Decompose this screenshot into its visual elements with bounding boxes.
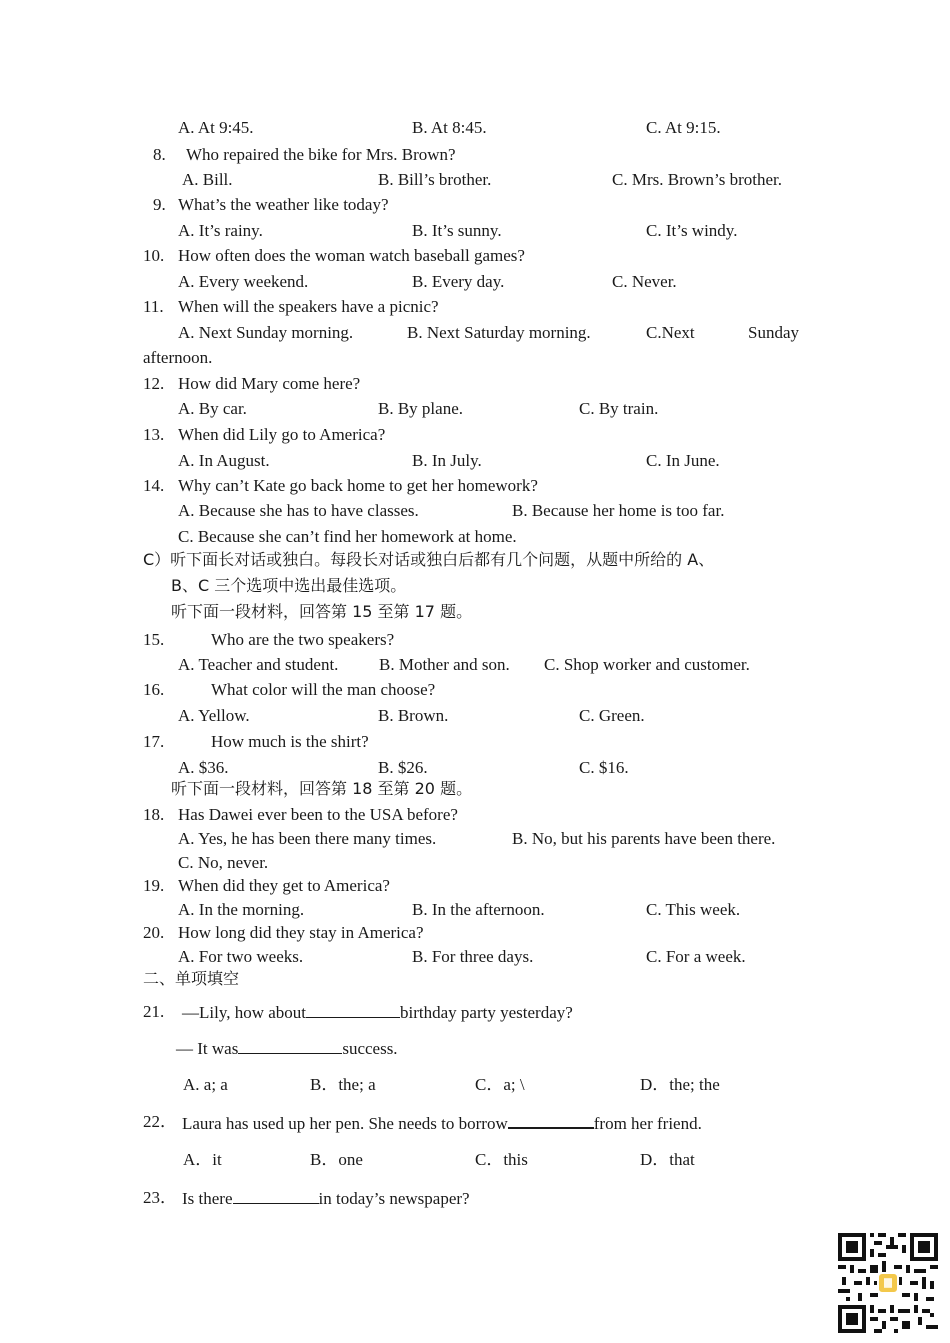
q17-option-a: A. $36. xyxy=(178,758,229,777)
q10-option-c: C. Never. xyxy=(612,272,677,291)
q23-number: 23． xyxy=(143,1188,177,1207)
q11-option-c-part2: Sunday xyxy=(748,323,799,342)
q12-option-c: C. By train. xyxy=(579,399,659,418)
q13-question: When did Lily go to America? xyxy=(178,425,386,444)
q23-text-part1: Is there xyxy=(182,1189,233,1208)
q10-option-a: A. Every weekend. xyxy=(178,272,309,291)
q17-number: 17. xyxy=(143,732,165,751)
q21-text-part1: —Lily, how about xyxy=(182,1003,307,1022)
q20-option-b: B. For three days. xyxy=(412,947,534,966)
q22-text-part1: Laura has used up her pen. She needs to borrow xyxy=(182,1114,508,1133)
q9-number: 9. xyxy=(153,195,166,214)
q9-option-a: A. It’s rainy. xyxy=(178,221,263,240)
q20-option-a: A. For two weeks. xyxy=(178,947,304,966)
q23-text-part2: in today’s newspaper? xyxy=(318,1189,470,1208)
section-c-intro-15-17: 听下面一段材料，回答第 15 至第 17 题。 xyxy=(171,602,473,621)
q17-option-c: C. $16. xyxy=(579,758,629,777)
q21-line1 xyxy=(182,1003,573,1021)
q11-question: When will the speakers have a picnic? xyxy=(178,297,439,316)
q10-number: 10. xyxy=(143,246,165,265)
q16-option-b: B. Brown. xyxy=(378,706,449,725)
q15-option-b: B. Mother and son. xyxy=(379,655,510,674)
q10-option-b: B. Every day. xyxy=(412,272,505,291)
q8-option-a: A. Bill. xyxy=(182,170,233,189)
q20-question: How long did they stay in America? xyxy=(178,923,424,942)
qr-code-icon xyxy=(838,1233,938,1333)
q22-text-part2: from her friend. xyxy=(593,1114,702,1133)
q22-line xyxy=(182,1113,702,1132)
q8-option-c: C. Mrs. Brown’s brother. xyxy=(612,170,782,189)
q21-option-c: C．a; \ xyxy=(475,1075,525,1094)
q15-question: Who are the two speakers? xyxy=(211,630,395,649)
q9-option-c: C. It’s windy. xyxy=(646,221,738,240)
q21-option-d: D．the; the xyxy=(640,1075,720,1094)
q13-option-c: C. In June. xyxy=(646,451,720,470)
q21-blank-2 xyxy=(238,1039,342,1054)
q18-option-c: C. No, never. xyxy=(178,853,269,872)
q22-blank xyxy=(508,1113,594,1129)
q13-option-a: A. In August. xyxy=(178,451,270,470)
q19-number: 19. xyxy=(143,876,165,895)
q11-number: 11. xyxy=(143,297,164,316)
q22-option-d: D．that xyxy=(640,1150,695,1169)
q11-option-c-part3: afternoon. xyxy=(143,348,213,367)
section-c-instruction-line2: B、C 三个选项中选出最佳选项。 xyxy=(171,576,407,595)
q20-option-c: C. For a week. xyxy=(646,947,746,966)
q14-option-c: C. Because she can’t find her homework at home. xyxy=(178,527,517,546)
q11-option-b: B. Next Saturday morning. xyxy=(407,323,591,342)
q10-question: How often does the woman watch baseball games? xyxy=(178,246,525,265)
q7-option-c: C. At 9:15. xyxy=(646,118,721,137)
q18-number: 18. xyxy=(143,805,165,824)
q19-option-c: C. This week. xyxy=(646,900,741,919)
q11-option-a: A. Next Sunday morning. xyxy=(178,323,354,342)
q22-option-c: C．this xyxy=(475,1150,528,1169)
q12-question: How did Mary come here? xyxy=(178,374,361,393)
q11-option-c-part1: C.Next xyxy=(646,323,695,342)
q21-line2 xyxy=(176,1039,398,1057)
q7-option-a: A. At 9:45. xyxy=(178,118,254,137)
q21-number: 21. xyxy=(143,1002,165,1021)
q21-text-part2: birthday party yesterday? xyxy=(400,1003,573,1022)
q21-option-a: A. a; a xyxy=(183,1075,228,1094)
q7-option-b: B. At 8:45. xyxy=(412,118,487,137)
q22-option-a: A．it xyxy=(183,1150,222,1169)
q21-option-b: B．the; a xyxy=(310,1075,376,1094)
section-c-instruction-line1: C）听下面长对话或独白。每段长对话或独白后都有几个问题，从题中所给的 A、 xyxy=(143,550,715,569)
q18-option-a: A. Yes, he has been there many times. xyxy=(178,829,437,848)
q17-question: How much is the shirt? xyxy=(211,732,369,751)
q13-number: 13. xyxy=(143,425,165,444)
q9-question: What’s the weather like today? xyxy=(178,195,389,214)
q8-number: 8. xyxy=(153,145,166,164)
q13-option-b: B. In July. xyxy=(412,451,482,470)
q8-question: Who repaired the bike for Mrs. Brown? xyxy=(186,145,456,164)
section-c-intro-18-20: 听下面一段材料，回答第 18 至第 20 题。 xyxy=(171,779,473,798)
q19-option-b: B. In the afternoon. xyxy=(412,900,545,919)
q12-number: 12. xyxy=(143,374,165,393)
q15-number: 15. xyxy=(143,630,165,649)
q16-question: What color will the man choose? xyxy=(211,680,436,699)
q8-option-b: B. Bill’s brother. xyxy=(378,170,492,189)
q21-text-part3: — It was xyxy=(176,1039,239,1058)
q22-number: 22． xyxy=(143,1112,177,1131)
q20-number: 20. xyxy=(143,923,165,942)
q16-option-c: C. Green. xyxy=(579,706,645,725)
q16-option-a: A. Yellow. xyxy=(178,706,250,725)
q21-blank-1 xyxy=(306,1003,400,1018)
q14-option-b: B. Because her home is too far. xyxy=(512,501,725,520)
section-2-title: 二、单项填空 xyxy=(143,969,240,988)
q12-option-b: B. By plane. xyxy=(378,399,463,418)
q21-text-part4: success. xyxy=(342,1039,398,1058)
q15-option-c: C. Shop worker and customer. xyxy=(544,655,750,674)
q15-option-a: A. Teacher and student. xyxy=(178,655,339,674)
q17-option-b: B. $26. xyxy=(378,758,428,777)
q14-question: Why can’t Kate go back home to get her homework? xyxy=(178,476,538,495)
q14-number: 14. xyxy=(143,476,165,495)
q23-blank xyxy=(233,1189,319,1204)
q23-line xyxy=(182,1189,470,1207)
q16-number: 16. xyxy=(143,680,165,699)
q12-option-a: A. By car. xyxy=(178,399,247,418)
q18-question: Has Dawei ever been to the USA before? xyxy=(178,805,458,824)
q19-question: When did they get to America? xyxy=(178,876,390,895)
q19-option-a: A. In the morning. xyxy=(178,900,305,919)
q22-option-b: B．one xyxy=(310,1150,363,1169)
q14-option-a: A. Because she has to have classes. xyxy=(178,501,419,520)
q9-option-b: B. It’s sunny. xyxy=(412,221,502,240)
q18-option-b: B. No, but his parents have been there. xyxy=(512,829,776,848)
